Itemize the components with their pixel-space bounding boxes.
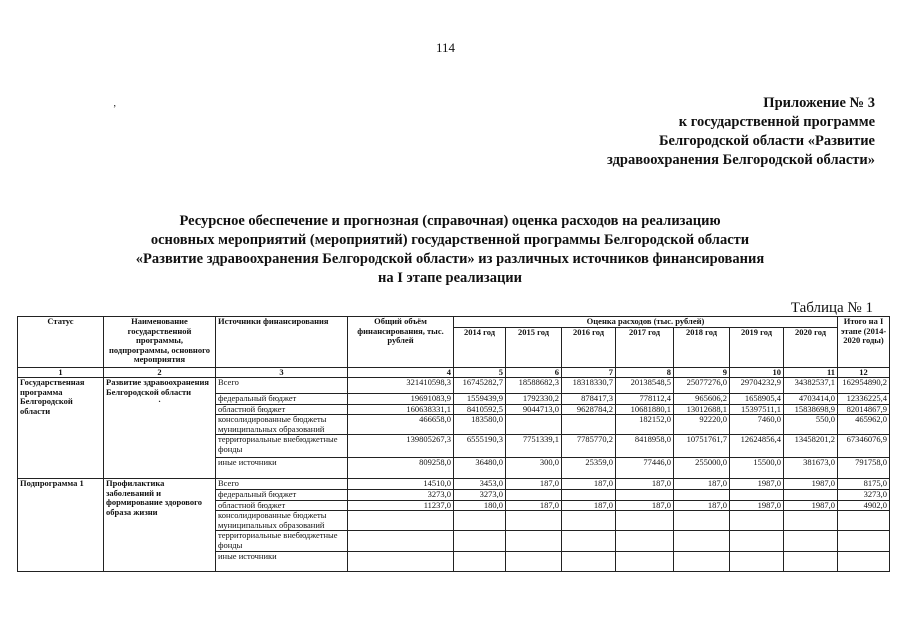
row-year-value: 10751761,7 (674, 435, 730, 458)
row-itogo: 67346076,9 (838, 435, 890, 458)
row-year-value: 1987,0 (784, 479, 838, 490)
row-total: 19691083,9 (348, 394, 454, 405)
row-name (104, 479, 216, 572)
row-year-value: 29704232,9 (730, 378, 784, 394)
row-year-value: 1987,0 (784, 500, 838, 511)
row-year-value (506, 490, 562, 501)
row-source: консолидированные бюджеты муниципальных образований (216, 415, 348, 435)
row-year-value: 187,0 (506, 500, 562, 511)
row-year-value (784, 552, 838, 572)
appendix-line: к государственной программе (678, 114, 875, 130)
row-year-value: 878417,3 (562, 394, 616, 405)
header-year: 2014 год (454, 327, 506, 367)
row-year-value (730, 511, 784, 531)
row-source: областной бюджет (216, 404, 348, 415)
row-status: Подпрограмма 1 (18, 479, 104, 572)
row-year-value: 183580,0 (454, 415, 506, 435)
row-total: 139805267,3 (348, 435, 454, 458)
title-line: «Развитие здравоохранения Белгородской области» из различных источников финансирования (135, 251, 765, 267)
row-year-value (616, 511, 674, 531)
row-year-value (730, 552, 784, 572)
row-year-value: 778112,4 (616, 394, 674, 405)
row-total: 14510,0 (348, 479, 454, 490)
header-year: 2016 год (562, 327, 616, 367)
row-year-value: 1658905,4 (730, 394, 784, 405)
appendix-header (575, 94, 875, 170)
row-year-value (562, 552, 616, 572)
document-title (60, 212, 840, 288)
row-year-value: 15838698,9 (784, 404, 838, 415)
row-year-value: 20138548,5 (616, 378, 674, 394)
column-number: 6 (506, 367, 562, 378)
row-year-value: 77446,0 (616, 458, 674, 479)
column-number: 9 (674, 367, 730, 378)
row-year-value: 381673,0 (784, 458, 838, 479)
row-source: Всего (216, 378, 348, 394)
stray-mark: ’ (113, 104, 117, 115)
row-year-value (562, 415, 616, 435)
row-source: консолидированные бюджеты муниципальных образований (216, 511, 348, 531)
header-itogo: Итого на I этапе (2014-2020 годы) (838, 317, 890, 368)
row-year-value: 965606,2 (674, 394, 730, 405)
row-year-value (784, 490, 838, 501)
title-line: основных мероприятий (мероприятий) государственной программы Белгородской области (150, 232, 750, 248)
column-number: 3 (216, 367, 348, 378)
row-mark: · (158, 396, 161, 406)
row-year-value (616, 531, 674, 552)
table-body (18, 378, 890, 572)
row-year-value: 550,0 (784, 415, 838, 435)
row-itogo: 82014867,9 (838, 404, 890, 415)
row-source: иные источники (216, 552, 348, 572)
column-number: 2 (104, 367, 216, 378)
row-year-value: 18588682,3 (506, 378, 562, 394)
row-source: Всего (216, 479, 348, 490)
row-year-value: 180,0 (454, 500, 506, 511)
row-year-value (454, 511, 506, 531)
row-year-value: 13012688,1 (674, 404, 730, 415)
row-year-value (674, 511, 730, 531)
row-year-value: 182152,0 (616, 415, 674, 435)
row-year-value: 1987,0 (730, 479, 784, 490)
row-itogo (838, 511, 890, 531)
row-itogo: 4902,0 (838, 500, 890, 511)
row-year-value (562, 531, 616, 552)
header-year: 2018 год (674, 327, 730, 367)
row-year-value: 7751339,1 (506, 435, 562, 458)
row-year-value (506, 552, 562, 572)
row-year-value (454, 531, 506, 552)
row-total: 809258,0 (348, 458, 454, 479)
row-total: 466658,0 (348, 415, 454, 435)
row-year-value: 15500,0 (730, 458, 784, 479)
row-year-value: 300,0 (506, 458, 562, 479)
row-year-value: 3453,0 (454, 479, 506, 490)
row-year-value (454, 552, 506, 572)
row-year-value (562, 511, 616, 531)
column-number: 10 (730, 367, 784, 378)
row-name-text: Развитие здравоохранения Белгородской области (106, 377, 209, 397)
row-year-value (616, 552, 674, 572)
table-row (18, 378, 890, 394)
row-year-value: 15397511,1 (730, 404, 784, 415)
row-name (104, 378, 216, 479)
header-year: 2015 год (506, 327, 562, 367)
row-year-value: 255000,0 (674, 458, 730, 479)
row-year-value: 187,0 (616, 479, 674, 490)
row-itogo: 3273,0 (838, 490, 890, 501)
row-source: областной бюджет (216, 500, 348, 511)
row-year-value: 8410592,5 (454, 404, 506, 415)
row-itogo (838, 531, 890, 552)
row-source: федеральный бюджет (216, 394, 348, 405)
column-number: 11 (784, 367, 838, 378)
title-line: на I этапе реализации (377, 270, 523, 286)
column-number: 8 (616, 367, 674, 378)
row-total (348, 531, 454, 552)
row-year-value: 10681880,1 (616, 404, 674, 415)
row-itogo: 465962,0 (838, 415, 890, 435)
row-year-value: 9628784,2 (562, 404, 616, 415)
appendix-line: Белгородской области «Развитие (658, 133, 875, 149)
row-year-value: 187,0 (562, 500, 616, 511)
row-year-value: 16745282,7 (454, 378, 506, 394)
row-year-value: 187,0 (674, 500, 730, 511)
appendix-line: здравоохранения Белгородской области» (607, 152, 875, 168)
row-year-value: 9044713,0 (506, 404, 562, 415)
row-total: 3273,0 (348, 490, 454, 501)
row-year-value: 187,0 (562, 479, 616, 490)
header-year: 2019 год (730, 327, 784, 367)
row-itogo: 8175,0 (838, 479, 890, 490)
row-total: 321410598,3 (348, 378, 454, 394)
row-year-value (730, 490, 784, 501)
row-source: территориальные внебюджетные фонды (216, 531, 348, 552)
header-estimate: Оценка расходов (тыс. рублей) (454, 317, 838, 328)
row-year-value (506, 415, 562, 435)
row-year-value: 12624856,4 (730, 435, 784, 458)
table-label: Таблица № 1 (790, 300, 873, 316)
row-year-value (784, 511, 838, 531)
row-year-value (506, 531, 562, 552)
row-year-value: 13458201,2 (784, 435, 838, 458)
row-year-value (616, 490, 674, 501)
row-year-value: 6555190,3 (454, 435, 506, 458)
header-status: Статус (18, 317, 104, 368)
header-year: 2020 год (784, 327, 838, 367)
row-year-value: 25077276,0 (674, 378, 730, 394)
row-source: федеральный бюджет (216, 490, 348, 501)
row-source: иные источники (216, 458, 348, 479)
header-total: Общий объём финансирования, тыс. рублей (348, 317, 454, 368)
page-number: 114 (436, 40, 456, 55)
row-year-value: 187,0 (674, 479, 730, 490)
row-year-value: 34382537,1 (784, 378, 838, 394)
row-year-value: 8418958,0 (616, 435, 674, 458)
row-itogo: 12336225,4 (838, 394, 890, 405)
column-number: 7 (562, 367, 616, 378)
row-total (348, 552, 454, 572)
row-year-value: 36480,0 (454, 458, 506, 479)
row-name-text: Профилактика заболеваний и формирование здорового образа жизни (106, 478, 202, 517)
row-status: Государственная программа Белгородской области (18, 378, 104, 479)
row-year-value: 18318330,7 (562, 378, 616, 394)
column-number: 1 (18, 367, 104, 378)
row-itogo: 791758,0 (838, 458, 890, 479)
row-year-value: 4703414,0 (784, 394, 838, 405)
column-number: 4 (348, 367, 454, 378)
header-name: Наименование государственной программы, подпрограммы, основного мероприятия (104, 317, 216, 368)
row-year-value: 92220,0 (674, 415, 730, 435)
row-total: 160638331,1 (348, 404, 454, 415)
row-year-value: 1559439,9 (454, 394, 506, 405)
row-year-value (674, 490, 730, 501)
row-year-value: 1792330,2 (506, 394, 562, 405)
row-year-value: 25359,0 (562, 458, 616, 479)
column-number: 5 (454, 367, 506, 378)
column-number: 12 (838, 367, 890, 378)
row-year-value: 7460,0 (730, 415, 784, 435)
header-year: 2017 год (616, 327, 674, 367)
row-year-value: 187,0 (616, 500, 674, 511)
row-year-value (674, 552, 730, 572)
row-total (348, 511, 454, 531)
row-year-value: 7785770,2 (562, 435, 616, 458)
row-year-value: 3273,0 (454, 490, 506, 501)
row-year-value: 1987,0 (730, 500, 784, 511)
row-itogo (838, 552, 890, 572)
row-itogo: 162954890,2 (838, 378, 890, 394)
row-total: 11237,0 (348, 500, 454, 511)
row-year-value (674, 531, 730, 552)
title-line: Ресурсное обеспечение и прогнозная (справочная) оценка расходов на реализацию (179, 213, 721, 229)
table-row (18, 479, 890, 490)
appendix-line: Приложение № 3 (763, 95, 875, 111)
row-year-value (784, 531, 838, 552)
header-sources: Источники финансирования (216, 317, 348, 368)
financing-table (17, 316, 890, 572)
row-source: территориальные внебюджетные фонды (216, 435, 348, 458)
row-year-value: 187,0 (506, 479, 562, 490)
row-year-value (562, 490, 616, 501)
row-year-value (730, 531, 784, 552)
row-year-value (506, 511, 562, 531)
